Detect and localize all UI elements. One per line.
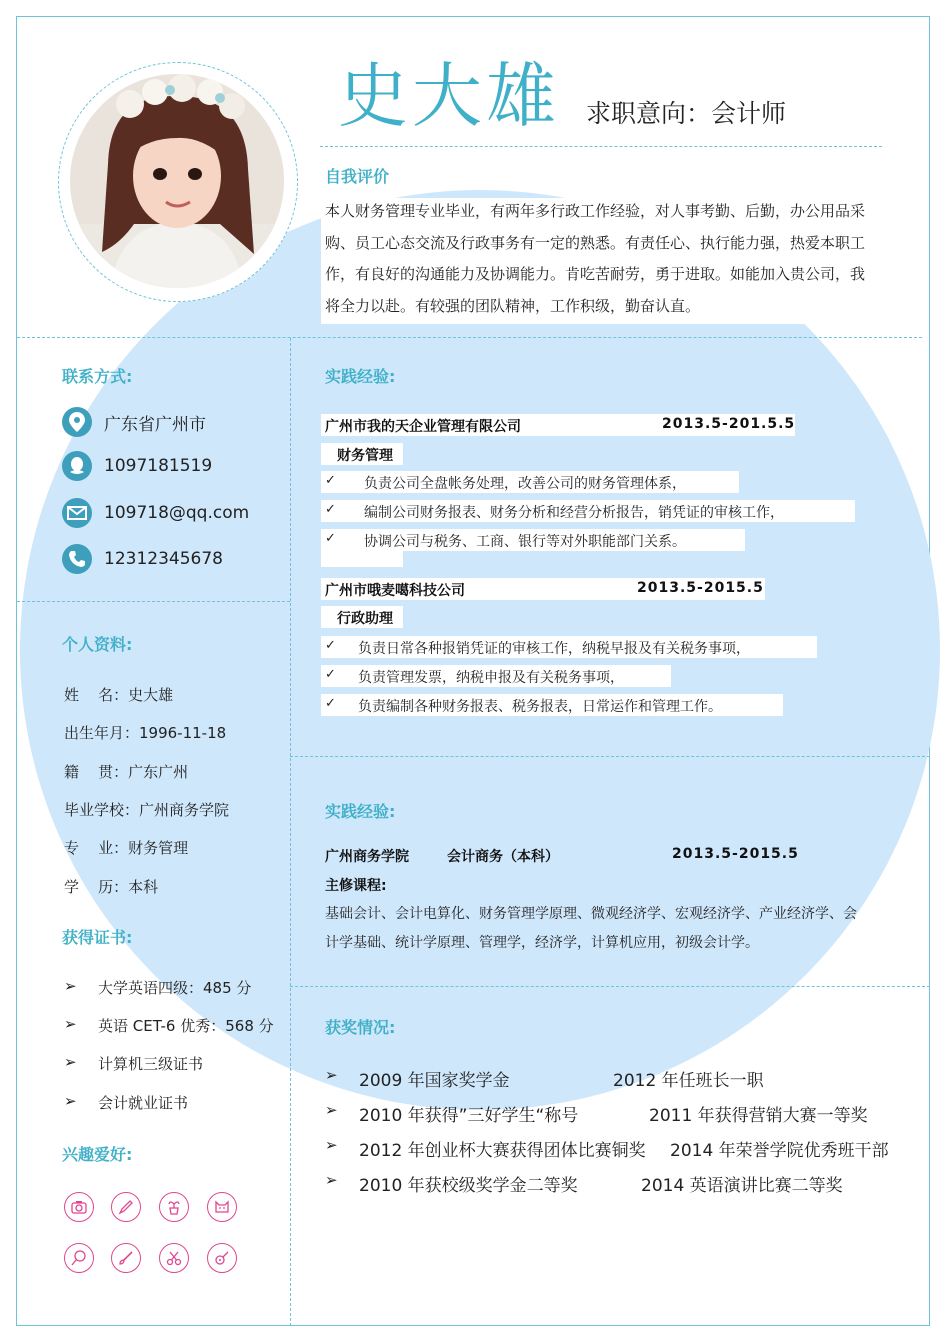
job2-period: 2013.5-2015.5 — [637, 580, 764, 596]
divider-mid — [17, 337, 922, 338]
edu-courses-title: 主修课程: — [325, 878, 387, 894]
job1-duty: 负责公司全盘帐务处理，改善公司的财务管理体系， — [364, 476, 686, 492]
award-row: ➢ 2012 年创业杯大赛获得团体比赛铜奖 2014 年荣誉学院优秀班干部 — [325, 1136, 889, 1161]
job2-role: 行政助理 — [337, 611, 393, 627]
edu-school: 广州商务学院 — [325, 849, 409, 865]
contact-qq: 1097181519 — [62, 450, 212, 482]
arrow-bullet-icon: ➢ — [64, 1053, 77, 1071]
arrow-bullet-icon: ➢ — [64, 1015, 77, 1033]
profile-major: 专 业：财务管理 — [64, 839, 189, 857]
cat-icon — [207, 1192, 237, 1222]
cert-item: ➢ 英语 CET-6 优秀：568 分 — [64, 1015, 274, 1035]
qq-penguin-icon — [62, 451, 92, 481]
arrow-bullet-icon: ➢ — [64, 1092, 77, 1110]
avatar — [70, 74, 284, 288]
profile-title: 个人资料: — [62, 635, 133, 654]
contact-title: 联系方式: — [62, 367, 133, 386]
divider-vertical — [290, 338, 291, 1326]
cert-item: ➢ 大学英语四级：485 分 — [64, 977, 252, 997]
experience-title: 实践经验: — [325, 367, 396, 386]
arrow-bullet-icon: ➢ — [325, 1066, 338, 1084]
divider-right-2 — [290, 986, 930, 987]
self-eval-text: 本人财务管理专业毕业，有两年多行政工作经验，对人事考勤、后勤，办公用品采 购、员工心态交流及行政事务有一定的熟悉。有责任心、执行能力强，热爱本职工 作，有良好的沟通能力及协调能力。肯吃苦耐劳，勇于进取。如能加入贵公司，我 将全力以赴。有较强的团队精神，工作积级，勤奋认直。 — [325, 202, 866, 315]
awards-title: 获奖情况: — [325, 1018, 396, 1037]
guitar-icon — [207, 1243, 237, 1273]
divider-left-1 — [17, 601, 290, 602]
envelope-icon — [62, 498, 92, 528]
job1-duty: 协调公司与税务、工商、银行等对外职能部门关系。 — [364, 534, 686, 550]
camera-icon — [64, 1192, 94, 1222]
check-icon: ✓ — [325, 473, 336, 488]
job1-duty: 编制公司财务报表、财务分析和经营分析报告，销凭证的审核工作， — [364, 505, 784, 521]
check-icon: ✓ — [325, 531, 336, 546]
hobbies-title: 兴趣爱好: — [62, 1145, 133, 1164]
gap-highlight — [321, 551, 403, 567]
divider-top — [320, 146, 882, 147]
arrow-bullet-icon: ➢ — [325, 1136, 338, 1154]
certs-title: 获得证书: — [62, 928, 133, 947]
phone-icon — [62, 544, 92, 574]
job1-company: 广州市我的天企业管理有限公司 — [325, 419, 521, 435]
cert-item: ➢ 计算机三级证书 — [64, 1053, 204, 1073]
profile-degree: 学 历：本科 — [64, 878, 159, 896]
award-row: ➢ 2009 年国家奖学金 2012 年任班长一职 — [325, 1066, 764, 1091]
job2-duty: 负责编制各种财务报表、税务报表，日常运作和管理工作。 — [358, 699, 722, 715]
education-title: 实践经验: — [325, 802, 396, 821]
plant-icon — [159, 1192, 189, 1222]
edu-period: 2013.5-2015.5 — [672, 846, 799, 862]
check-icon: ✓ — [325, 638, 336, 653]
self-eval-title: 自我评价 — [325, 167, 390, 186]
location-pin-icon — [62, 407, 92, 437]
divider-right-1 — [290, 756, 930, 757]
check-icon: ✓ — [325, 502, 336, 517]
profile-origin: 籍 贯：广东广州 — [64, 763, 189, 781]
job2-duty: 负责日常各种报销凭证的审核工作，纳税早报及有关税务事项， — [358, 641, 750, 657]
job1-period: 2013.5-201.5.5 — [662, 416, 796, 432]
contact-location: 广东省广州市 — [62, 406, 206, 438]
profile-name: 姓 名：史大雄 — [64, 686, 174, 704]
profile-birth: 出生年月：1996-11-18 — [64, 724, 227, 742]
contact-phone: 12312345678 — [62, 543, 223, 575]
arrow-bullet-icon: ➢ — [64, 977, 77, 995]
check-icon: ✓ — [325, 667, 336, 682]
brush-icon — [111, 1243, 141, 1273]
profile-school: 毕业学校：广州商务学院 — [64, 801, 230, 819]
candidate-name: 史大雄 — [338, 55, 560, 137]
pen-icon — [111, 1192, 141, 1222]
award-row: ➢ 2010 年获校级奖学金二等奖 2014 英语演讲比赛二等奖 — [325, 1171, 843, 1196]
check-icon: ✓ — [325, 696, 336, 711]
award-row: ➢ 2010 年获得”三好学生“称号 2011 年获得营销大赛一等奖 — [325, 1101, 868, 1126]
contact-email: 109718@qq.com — [62, 497, 249, 529]
edu-major: 会计商务（本科） — [447, 849, 559, 865]
edu-courses-line: 计学基础、统计学原理、管理学，经济学，计算机应用，初级会计学。 — [325, 935, 759, 951]
job1-role: 财务管理 — [337, 448, 393, 464]
arrow-bullet-icon: ➢ — [325, 1171, 338, 1189]
arrow-bullet-icon: ➢ — [325, 1101, 338, 1119]
job2-company: 广州市哦麦噶科技公司 — [325, 583, 465, 599]
job-intent: 求职意向：会计师 — [586, 99, 787, 128]
cert-item: ➢ 会计就业证书 — [64, 1092, 189, 1112]
job2-duty: 负责管理发票，纳税申报及有关税务事项， — [358, 670, 624, 686]
edu-courses-line: 基础会计、会计电算化、财务管理学原理、微观经济学、宏观经济学、产业经济学、会 — [325, 906, 857, 922]
scissors-icon — [159, 1243, 189, 1273]
lollipop-icon — [64, 1243, 94, 1273]
